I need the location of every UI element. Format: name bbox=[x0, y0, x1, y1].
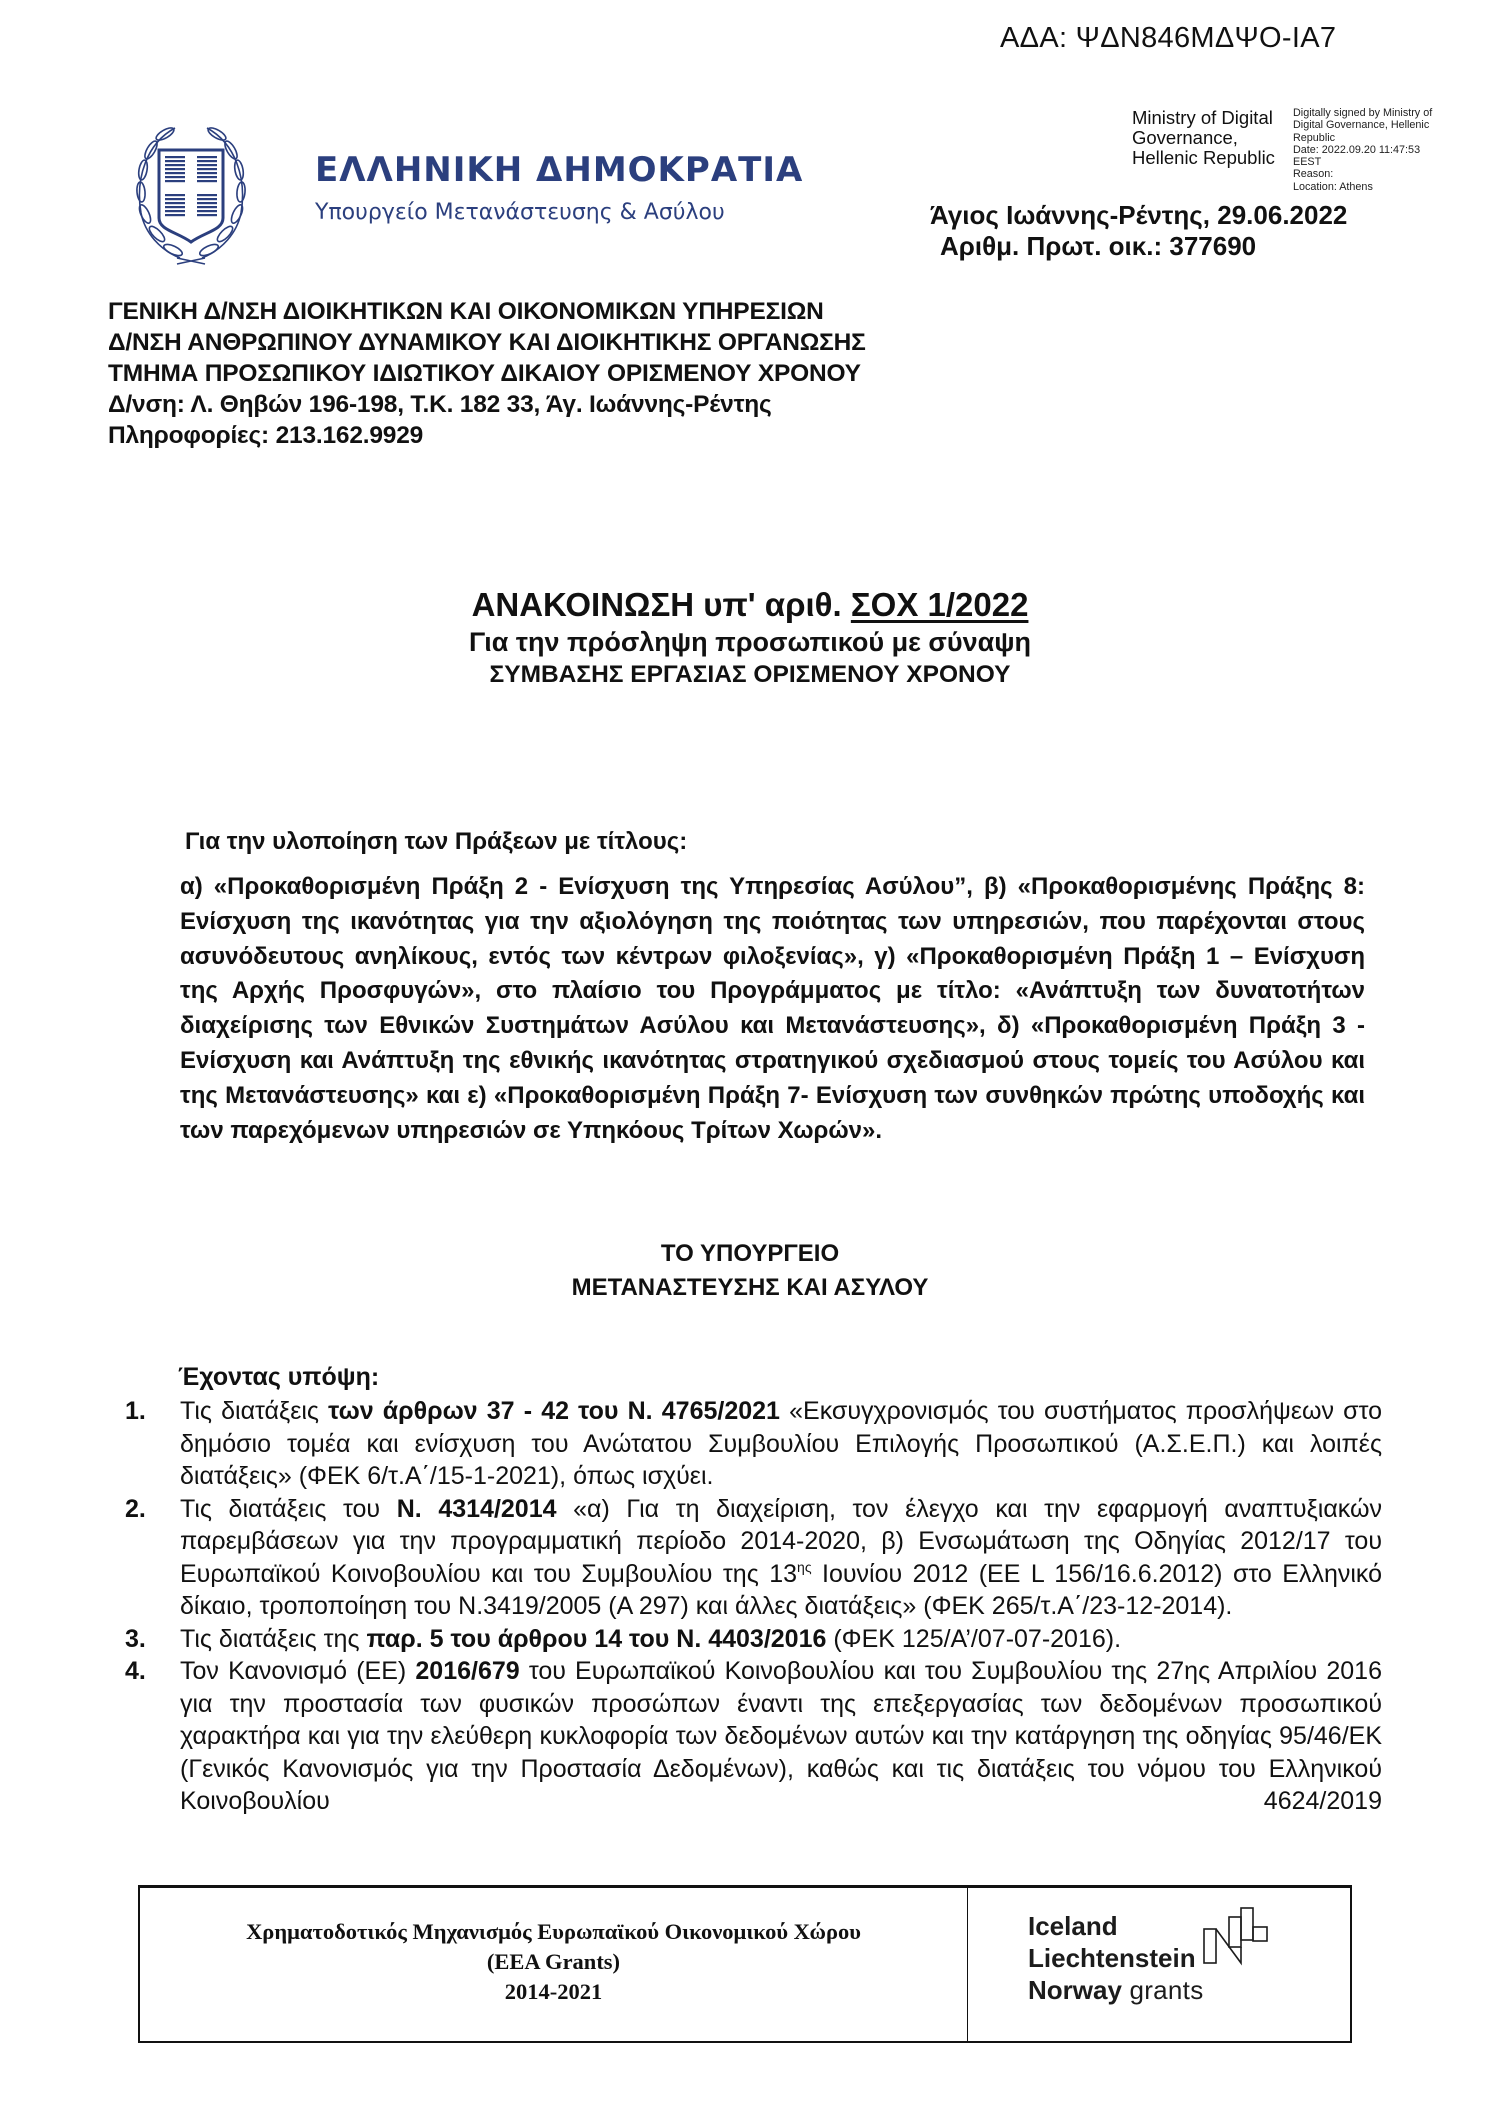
logo-grants: grants bbox=[1121, 1975, 1204, 2005]
signature-line: Republic bbox=[1293, 131, 1336, 144]
provision-item bbox=[120, 1395, 1382, 1493]
provision-superscript: ης bbox=[797, 1558, 812, 1575]
provision-text: Τον Κανονισμό (ΕΕ) bbox=[180, 1657, 416, 1685]
greek-coat-of-arms-icon bbox=[135, 118, 247, 268]
announcement-title bbox=[0, 585, 1500, 625]
logo-iceland: Iceland bbox=[1028, 1911, 1118, 1941]
ministry-heading-line2: ΜΕΤΑΝΑΣΤΕΥΣΗΣ ΚΑΙ ΑΣΥΛΟΥ bbox=[571, 1274, 929, 1301]
provision-text: Τις διατάξεις της bbox=[180, 1624, 367, 1653]
signature-line: EEST bbox=[1293, 156, 1322, 169]
signature-line: Digital Governance, Hellenic bbox=[1293, 119, 1430, 132]
signature-line: Location: Athens bbox=[1293, 180, 1373, 193]
ministry-heading bbox=[0, 1237, 1500, 1305]
announcement-code: ΣΟΧ 1/2022 bbox=[850, 586, 1029, 623]
considering-heading: Έχοντας υπόψη: bbox=[178, 1363, 380, 1391]
eea-grants-logo bbox=[968, 1888, 1350, 2041]
provision-number: 4. bbox=[125, 1657, 146, 1685]
provision-number: 2. bbox=[125, 1494, 146, 1523]
logo-liechtenstein: Liechtenstein bbox=[1028, 1943, 1196, 1973]
provision-law-ref: παρ. 5 του άρθρου 14 του Ν. 4403/2016 bbox=[366, 1624, 827, 1653]
brand-subtitle: Υπουργείο Μετανάστευσης & Ασύλου bbox=[315, 200, 725, 225]
provision-number: 3. bbox=[125, 1624, 146, 1653]
department-line: ΓΕΝΙΚΗ Δ/ΝΣΗ ΔΙΟΙΚΗΤΙΚΩΝ ΚΑΙ ΟΙΚΟΝΟΜΙΚΩΝ ΥΠΗΡΕΣΙΩΝ bbox=[108, 298, 824, 325]
department-line: ΤΜΗΜΑ ΠΡΟΣΩΠΙΚΟΥ ΙΔΙΩΤΙΚΟΥ ΔΙΚΑΙΟΥ ΟΡΙΣΜΕΝΟΥ ΧΡΟΝΟΥ bbox=[108, 360, 861, 387]
brand-title: ΕΛΛΗΝΙΚΗ ΔΗΜΟΚΡΑΤΙΑ bbox=[315, 150, 804, 190]
provision-text: του Ευρωπαϊκού Κοινοβουλίου και του Συμβουλίου της 27ης Απριλίου 2016 για την προστασία των φυσικών προσώπων έναντι της επεξεργασίας των δεδομένων προσωπικού χαρακτήρα και για την ελεύθερη κυκλοφορία των δεδομένων αυτών και την κατάργηση της οδηγίας 95/46/ΕΚ (Γενικός Κανονισμός για την Προστασία Δεδομένων), καθώς και τις διατάξεις του νόμου του Ελληνικού Κοινοβουλίου 4624/2019 bbox=[180, 1657, 1382, 1815]
signature-line: Date: 2022.09.20 11:47:53 bbox=[1293, 143, 1421, 156]
provision-item bbox=[120, 1623, 1382, 1656]
announcement-subtitle: Για την πρόσληψη προσωπικού με σύναψη bbox=[468, 627, 1032, 657]
logo-norway: Norway bbox=[1028, 1975, 1122, 2005]
provision-law-ref: Ν. 4314/2014 bbox=[396, 1494, 557, 1523]
provision-text: (ΦΕΚ 125/Α’/07-07-2016). bbox=[826, 1624, 1122, 1653]
provision-text: «α) Για τη διαχείριση, τον έλεγχο και την εφαρμογή αναπτυξιακών παρεμβάσεων για την προγραμματική περίοδο 2014-2020, β) Ενσωμάτωση της Οδηγίας 2012/17 του Ευρωπαϊκού Κοινοβουλίου και του Συμβουλίου της 13 bbox=[180, 1494, 1382, 1588]
signature-details bbox=[1293, 107, 1493, 193]
provisions-list bbox=[120, 1395, 1382, 1818]
department-block bbox=[108, 296, 866, 451]
ada-code: ΑΔΑ: ΨΔΝ846ΜΔΨΟ-ΙΑ7 bbox=[1000, 22, 1337, 54]
provision-law-ref: των άρθρων 37 - 42 του Ν. 4765/2021 bbox=[328, 1397, 780, 1425]
department-address: Δ/νση: Λ. Θηβών 196-198, Τ.Κ. 182 33, Άγ. Ιωάννης-Ρέντης bbox=[108, 391, 772, 418]
place-date: Άγιος Ιωάννης-Ρέντης, 29.06.2022 bbox=[930, 200, 1348, 230]
provision-item bbox=[120, 1655, 1382, 1818]
funding-program: (EEA Grants) bbox=[486, 1948, 621, 1974]
signature-line: Reason: bbox=[1293, 168, 1334, 181]
protocol-number: Αριθμ. Πρωτ. οικ.: 377690 bbox=[940, 231, 1257, 261]
announcement-title-prefix: ΑΝΑΚΟΙΝΩΣΗ υπ' αριθ. bbox=[471, 586, 851, 623]
actions-intro: Για την υλοποίηση των Πράξεων με τίτλους: bbox=[185, 828, 688, 855]
announcement-subtitle-contract: ΣΥΜΒΑΣΗΣ ΕΡΓΑΣΙΑΣ ΟΡΙΣΜΕΝΟΥ ΧΡΟΝΟΥ bbox=[489, 661, 1011, 688]
provision-law-ref: 2016/679 bbox=[415, 1657, 520, 1685]
provision-text: Τις διατάξεις bbox=[180, 1397, 329, 1425]
ministry-heading-line1: ΤΟ ΥΠΟΥΡΓΕΙΟ bbox=[660, 1240, 840, 1267]
provision-number: 1. bbox=[125, 1397, 146, 1425]
provision-text: «Εκσυγχρονισμός του συστήματος προσλήψεων στο δημόσιο τομέα και ενίσχυση του Ανώτατου Συμβουλίου Επιλογής Προσωπικού (Α.Σ.Ε.Π.) και λοιπές διατάξεις» (ΦΕΚ 6/τ.Α΄/15-1-2021), όπως ισχύει. bbox=[180, 1397, 1382, 1490]
department-phone: Πληροφορίες: 213.162.9929 bbox=[108, 422, 424, 449]
signature-line: Digitally signed by Ministry of bbox=[1293, 107, 1433, 119]
funding-period: 2014-2021 bbox=[504, 1978, 603, 2004]
funding-mechanism bbox=[140, 1888, 968, 2041]
provision-text: Τις διατάξεις του bbox=[180, 1494, 397, 1523]
provision-text: Ιουνίου 2012 (ΕΕ L 156/16.6.2012) στο Ελληνικό δίκαιο, τροποποίηση του Ν.3419/2005 (Α 297) και άλλες διατάξεις» (ΦΕΚ 265/τ.Α΄/23-12-2014). bbox=[180, 1559, 1382, 1620]
provision-item bbox=[120, 1493, 1382, 1623]
eea-grants-mark-icon bbox=[1203, 1907, 1269, 1967]
signature-signer: Ministry of Digital Governance, Hellenic Republic bbox=[1132, 107, 1275, 168]
funding-footer bbox=[138, 1885, 1352, 2043]
funding-mechanism-name: Χρηματοδοτικός Μηχανισμός Ευρωπαϊκού Οικονομικού Χώρου bbox=[246, 1918, 861, 1944]
department-line: Δ/ΝΣΗ ΑΝΘΡΩΠΙΝΟΥ ΔΥΝΑΜΙΚΟΥ ΚΑΙ ΔΙΟΙΚΗΤΙΚΗΣ ΟΡΓΑΝΩΣΗΣ bbox=[108, 329, 866, 356]
actions-paragraph: α) «Προκαθορισμένη Πράξη 2 - Ενίσχυση της Υπηρεσίας Ασύλου”, β) «Προκαθορισμένης Πράξης 8: Ενίσχυση της ικανότητας για την αξιολόγηση της ποιότητας των υπηρεσιών, που παρέχονται στους ασυνόδευτους ανηλίκους, εντός των κέντρων φιλοξενίας», γ) «Προκαθορισμένη Πράξη 1 – Ενίσχυση της Αρχής Προσφυγών», στο πλαίσιο του Προγράμματος με τίτλο: «Ανάπτυξη των δυνατοτήτων διαχείρισης των Εθνικών Συστημάτων Ασύλου και Μετανάστευσης», δ) «Προκαθορισμένη Πράξη 3 - Ενίσχυση και Ανάπτυξη της εθνικής ικανότητας στρατηγικού σχεδιασμού στους τομείς του Ασύλου και της Μετανάστευσης» και ε) «Προκαθορισμένη Πράξη 7- Ενίσχυση των συνθηκών πρώτης υποδοχής και των παρεχόμενων υπηρεσιών σε Υπηκόους Τρίτων Χωρών». bbox=[180, 873, 1365, 1144]
